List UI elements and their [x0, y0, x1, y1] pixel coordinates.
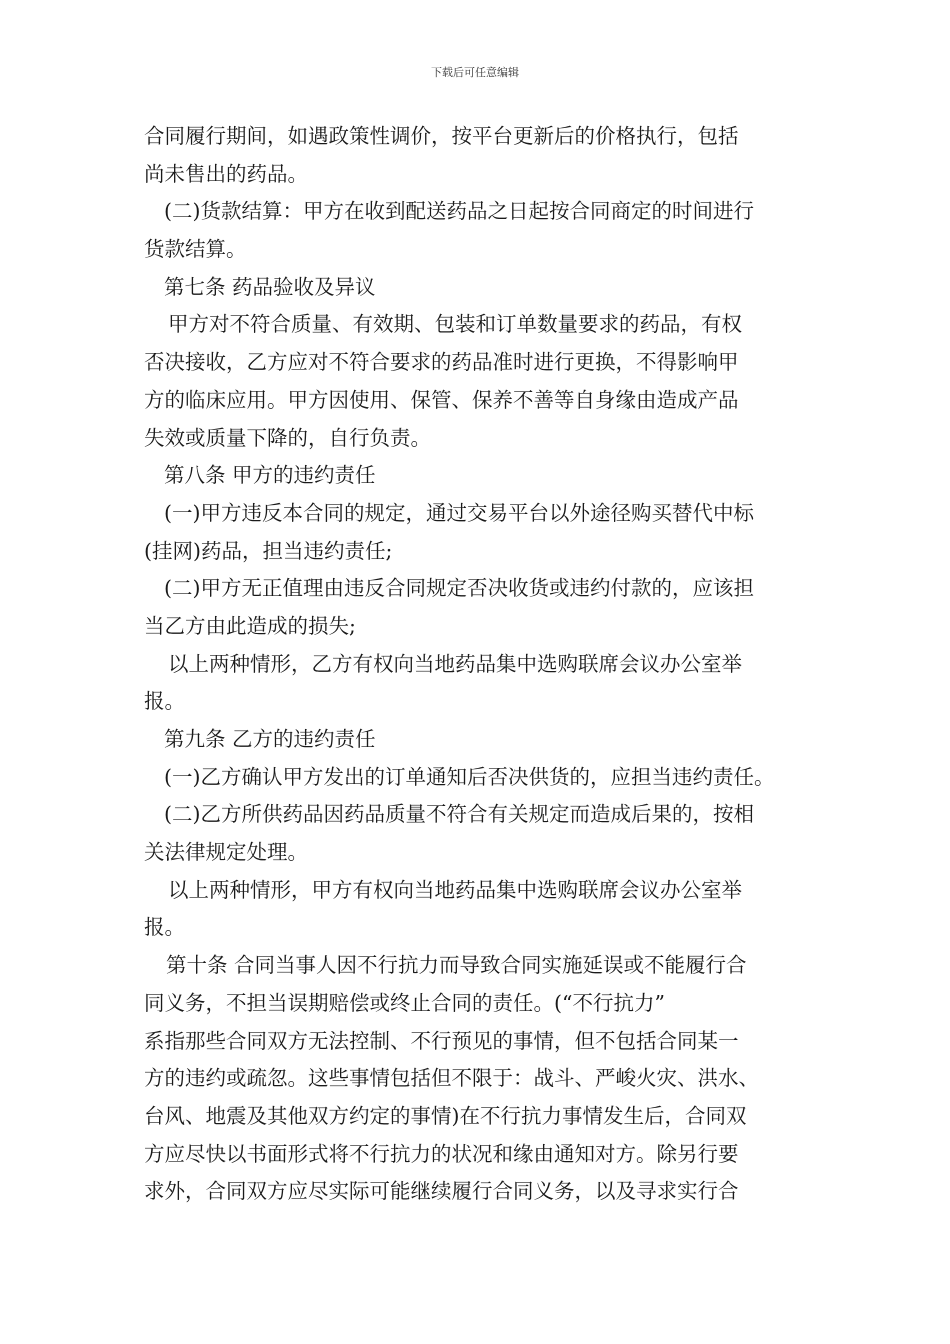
section-heading: 第八条 甲方的违约责任 — [164, 463, 376, 488]
text-line: (挂网)药品，担当违约责任; — [144, 538, 393, 563]
text-line: 关法律规定处理。 — [144, 840, 308, 865]
text-line: (二)货款结算：甲方在收到配送药品之日起按合同商定的时间进行 — [164, 199, 754, 224]
text-line: (二)乙方所供药品因药品质量不符合有关规定而造成后果的，按相 — [164, 802, 754, 827]
section-heading: 第九条 乙方的违约责任 — [164, 727, 376, 751]
text-line: (一)甲方违反本合同的规定，通过交易平台以外途径购买替代中标 — [164, 500, 754, 525]
text-line: 求外，合同双方应尽实际可能继续履行合同义务，以及寻求实行合 — [144, 1179, 739, 1204]
text-line: 方应尽快以书面形式将不行抗力的状况和缘由通知对方。除另行要 — [144, 1141, 739, 1166]
page-header: 下载后可任意编辑 — [431, 66, 519, 79]
text-line: (二)甲方无正值理由违反合同规定否决收货或违约付款的，应该担 — [164, 576, 754, 601]
document-body — [144, 118, 820, 1211]
text-line: 货款结算。 — [144, 237, 247, 262]
text-line: 甲方对不符合质量、有效期、包装和订单数量要求的药品，有权 — [168, 312, 742, 337]
text-line: 方的违约或疏忽。这些事情包括但不限于：战斗、严峻火灾、洪水、 — [144, 1066, 759, 1091]
text-line: 系指那些合同双方无法控制、不行预见的事情，但不包括合同某一 — [144, 1028, 739, 1053]
text-line: 台风、地震及其他双方约定的事情)在不行抗力事情发生后，合同双 — [144, 1103, 747, 1128]
section-heading: 第十条 合同当事人因不行抗力而导致合同实施延误或不能履行合 — [166, 953, 747, 978]
text-line: 报。 — [144, 915, 185, 940]
text-line: (一)乙方确认甲方发出的订单通知后否决供货的，应担当违约责任。 — [164, 764, 775, 789]
text-line: 以上两种情形，甲方有权向当地药品集中选购联席会议办公室举 — [168, 877, 742, 902]
text-line: 报。 — [144, 689, 185, 714]
text-line: 同义务，不担当误期赔偿或终止合同的责任。(“不行抗力” — [144, 990, 665, 1015]
text-line: 失效或质量下降的，自行负责。 — [144, 425, 431, 450]
text-line: 合同履行期间，如遇政策性调价，按平台更新后的价格执行，包括 — [144, 124, 739, 148]
text-line: 方的临床应用。甲方因使用、保管、保养不善等自身缘由造成产品 — [144, 387, 739, 412]
section-heading: 第七条 药品验收及异议 — [164, 274, 376, 299]
text-line: 当乙方由此造成的损失; — [144, 613, 356, 638]
text-line: 尚未售出的药品。 — [144, 161, 308, 186]
text-line: 以上两种情形，乙方有权向当地药品集中选购联席会议办公室举 — [168, 651, 742, 676]
text-line: 否决接收，乙方应对不符合要求的药品准时进行更换，不得影响甲 — [144, 350, 739, 375]
